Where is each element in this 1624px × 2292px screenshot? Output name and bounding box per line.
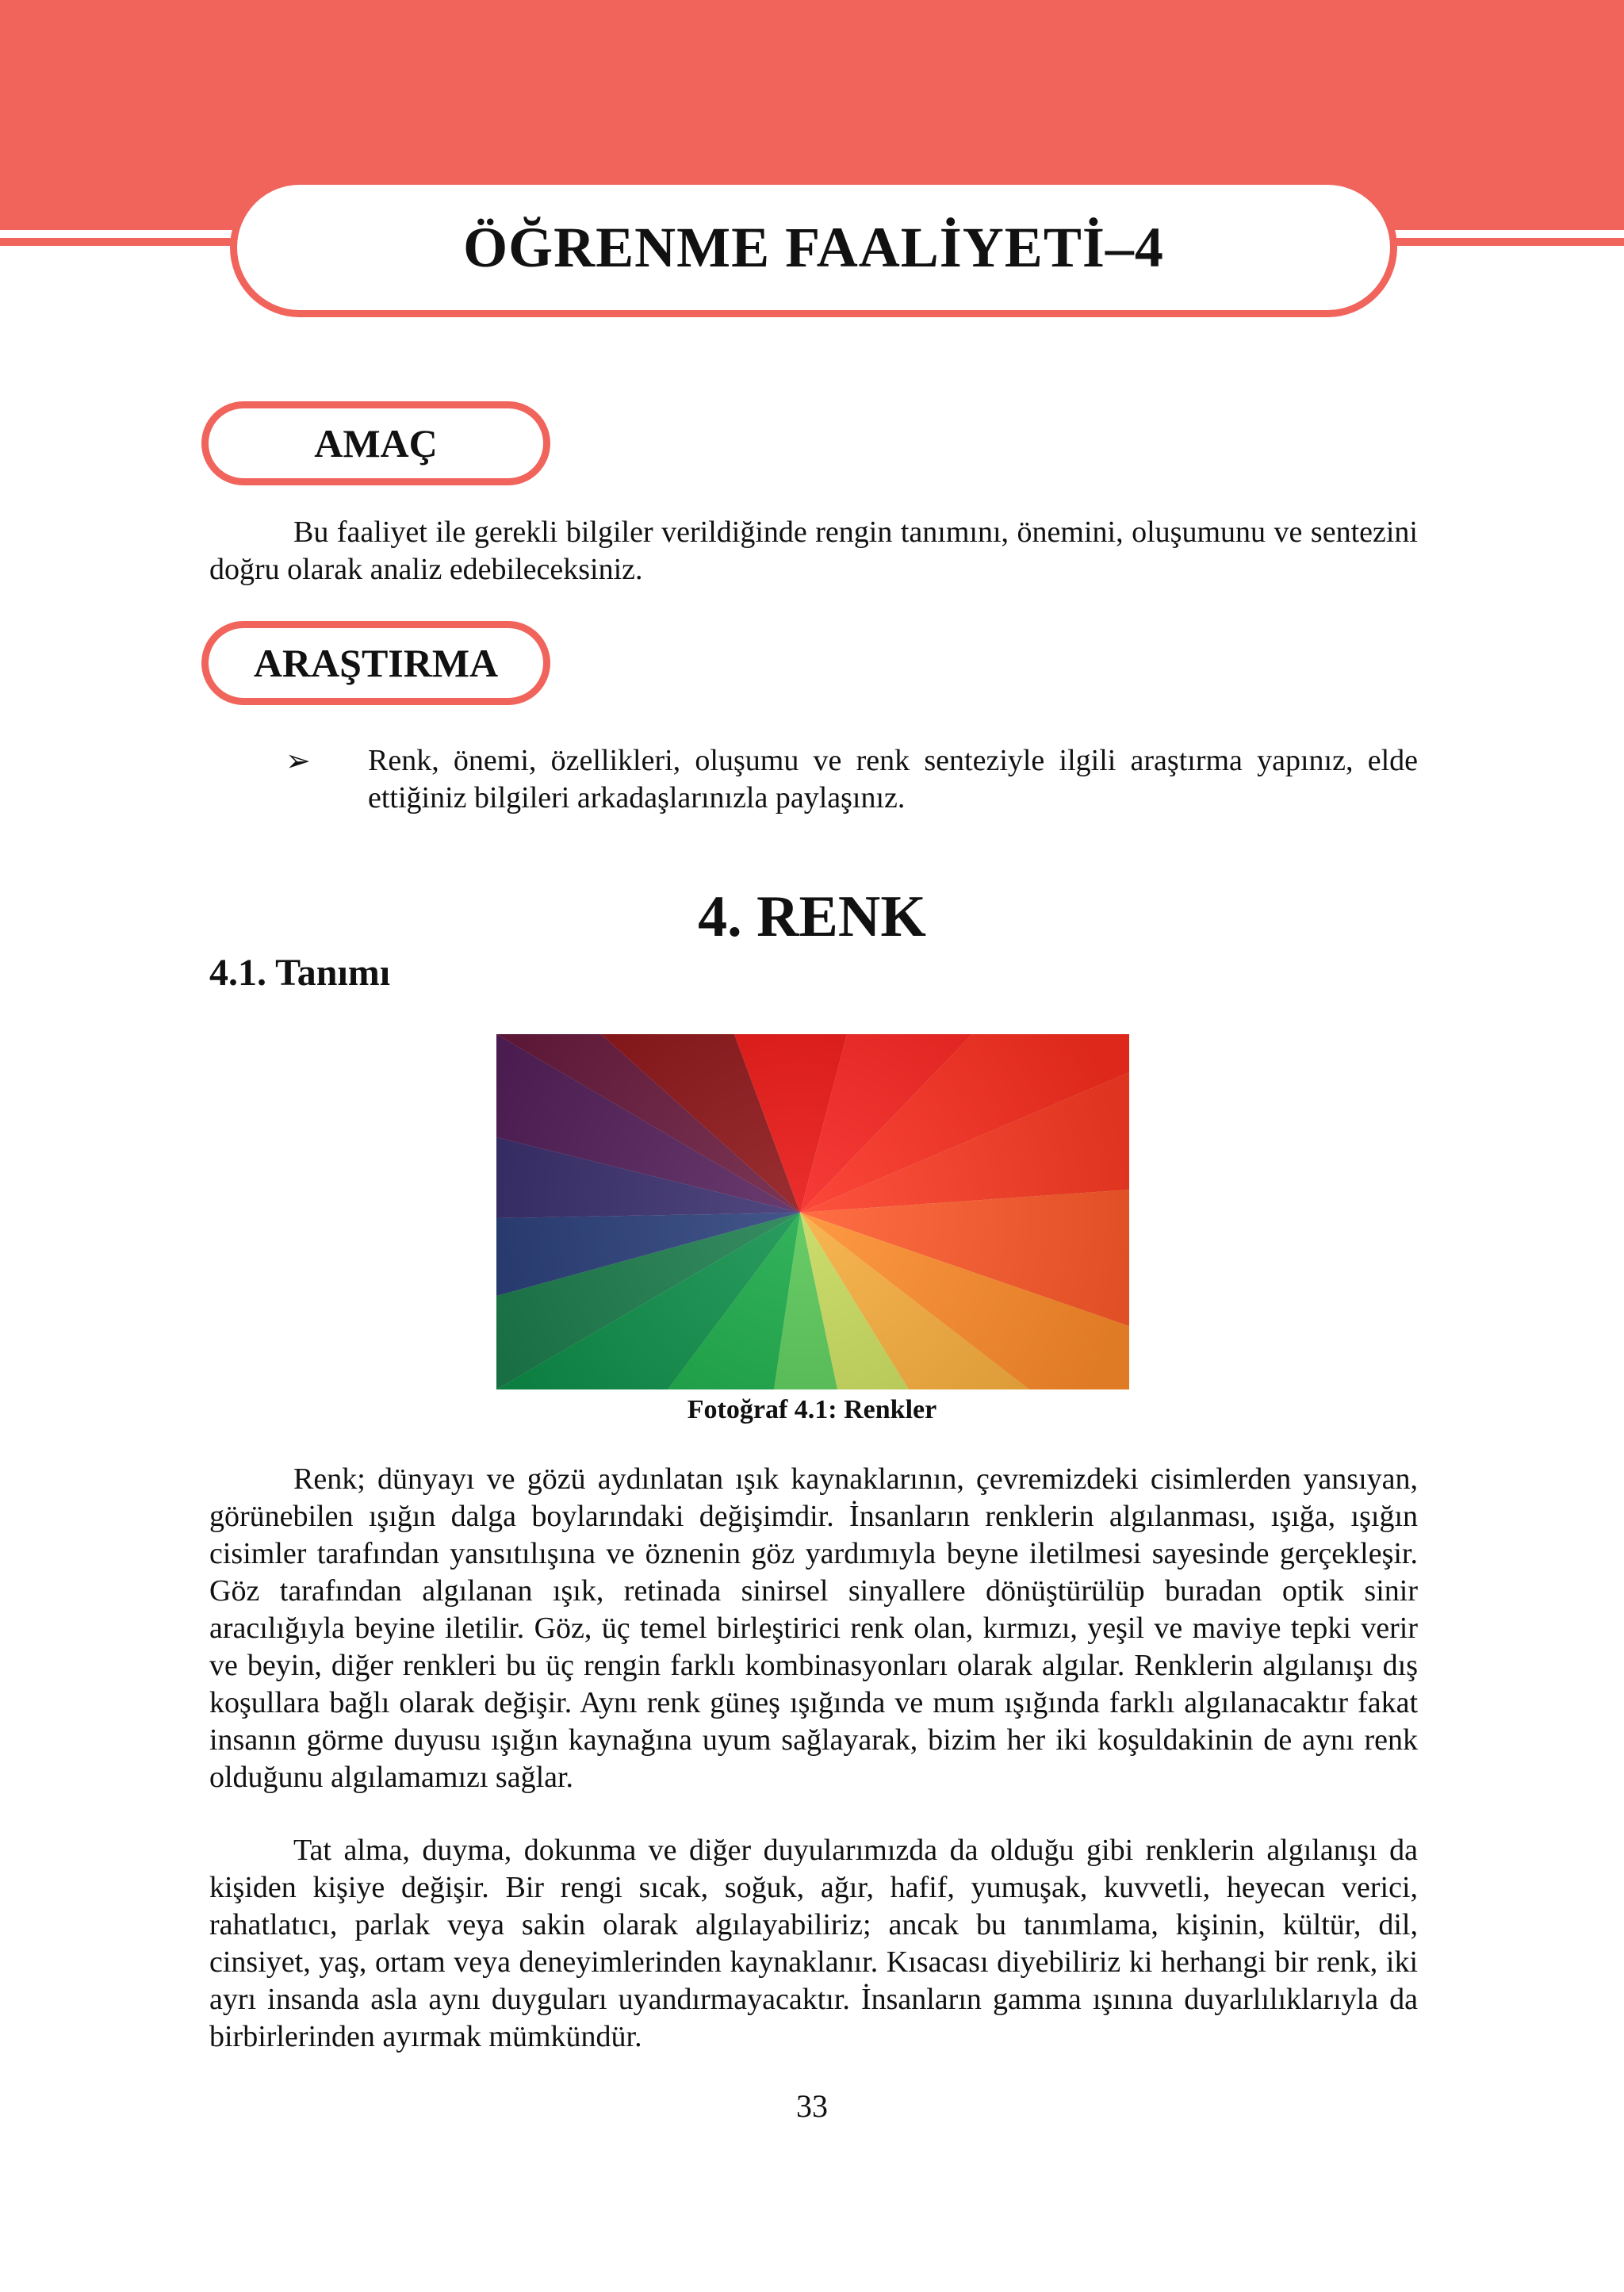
section-title: 4.1. Tanımı	[209, 952, 391, 994]
page-title-box	[230, 178, 1397, 317]
amac-text: Bu faaliyet ile gerekli bilgiler verildiğinde rengin tanımını, önemini, oluşumunu ve sentezini doğru olarak analiz edebileceksiniz.	[209, 516, 1418, 586]
color-wheel-photo	[496, 1034, 1129, 1389]
arastirma-item-text: Renk, önemi, özellikleri, oluşumu ve renk senteziyle ilgili araştırma yapınız, elde ettiğiniz bilgileri arkadaşlarınızla paylaşınız.	[368, 744, 1418, 814]
body-paragraph-1: Renk; dünyayı ve gözü aydınlatan ışık kaynaklarının, çevremizdeki cisimlerden yansıyan, görünebilen ışığın dalga boylarındaki değişimdir. İnsanların renklerin algılanması, ışığa, ışığın cisimler tarafından yansıtılışına ve öznenin göz yardımıyla beyne iletilmesi sayesinde gerçekleşir. Göz tarafından algılanan ışık, retinada sinirsel sinyallere dönüştürülüp buradan optik sinir aracılığıyla beyine iletilir. Göz, üç temel birleştirici renk olan, kırmızı, yeşil ve maviye tepki verir ve beyin, diğer renkleri bu üç rengin farklı kombinasyonları olarak algılar. Renklerin algılanışı dış koşullara bağlı olarak değişir. Aynı renk güneş ışığında ve mum ışığında farklı algılanacaktır fakat insanın görme duyusu ışığın kaynağına uyum sağlayarak, bizim her iki koşuldakinin de aynı renk olduğunu algılamamızı sağlar.	[209, 1462, 1418, 1794]
arrowhead-bullet-icon: ➢	[285, 743, 311, 778]
chapter-title: 4. RENK	[698, 884, 926, 949]
page-number: 33	[796, 2088, 828, 2124]
photo-caption: Fotoğraf 4.1: Renkler	[687, 1395, 937, 1424]
body-paragraph-2: Tat alma, duyma, dokunma ve diğer duyularımızda da olduğu gibi renklerin algılanışı da kişiden kişiye değişir. Bir rengi sıcak, soğuk, ağır, hafif, yumuşak, kuvvetli, heyecan verici, rahatlatıcı, parlak veya sakin olarak algılayabiliriz; ancak bu tanımlama, kişinin, kültür, dil, cinsiyet, yaş, ortam veya deneyimlerinden kaynaklanır. Kısacası diyebiliriz ki herhangi bir renk, iki ayrı insanda asla aynı duyguları uyandırmayacaktır. İnsanların gamma ışınına duyarlılıklarıyla da birbirlerinden ayırmak mümkündür.	[209, 1834, 1418, 2053]
arastirma-label: ARAŞTIRMA	[201, 621, 550, 705]
page-title: ÖĞRENME FAALİYETİ–4	[463, 215, 1164, 279]
amac-label: AMAÇ	[201, 401, 550, 485]
